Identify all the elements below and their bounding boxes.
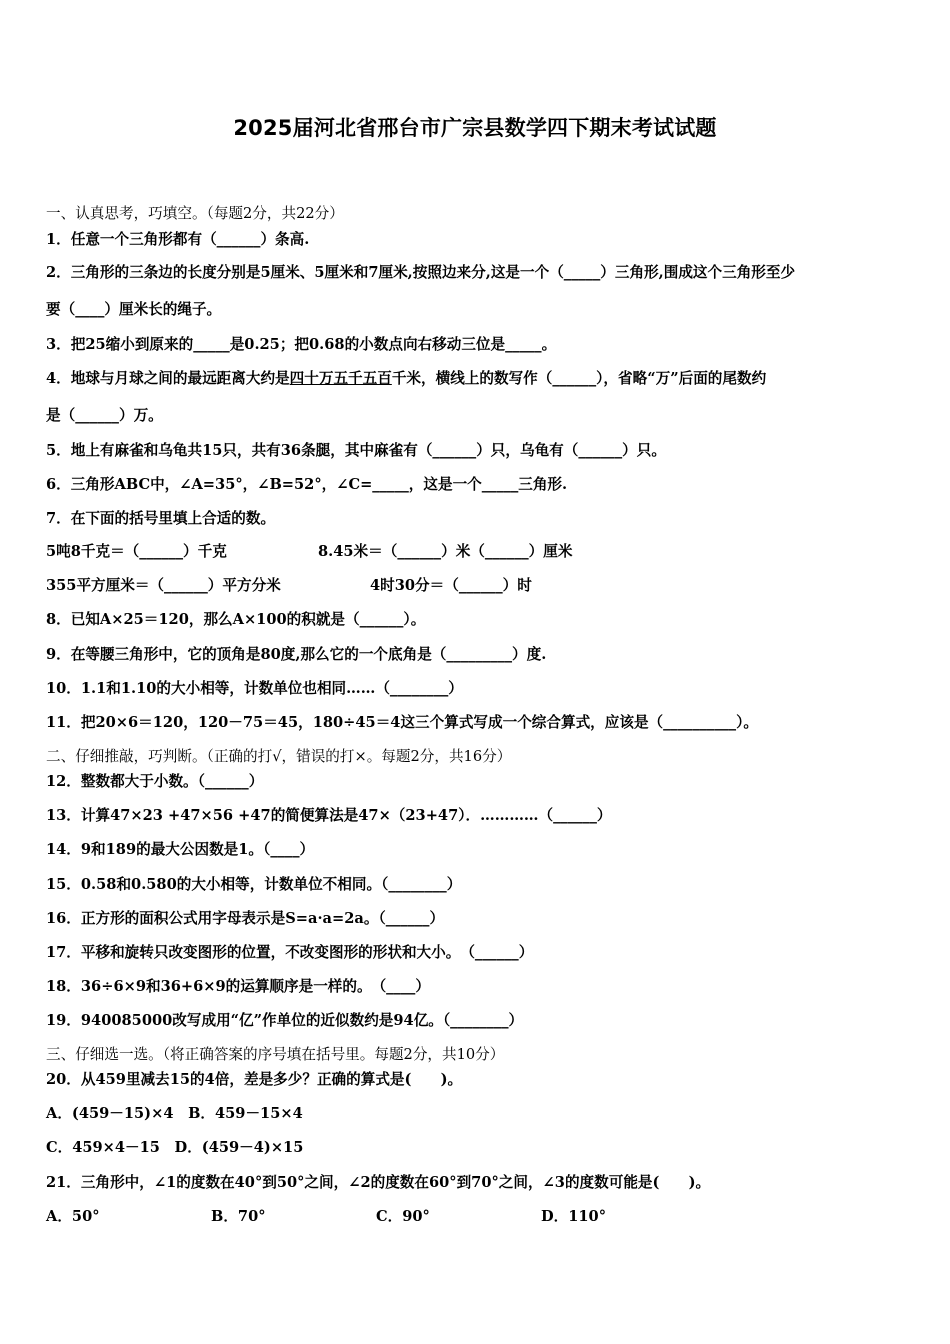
question-7: 7．在下面的括号里填上合适的数。 [46,510,276,527]
question-5: 5．地上有麻雀和乌龟共15只，共有36条腿，其中麻雀有（______）只，乌龟有（______）只。 [46,442,666,459]
question-7-item-2: 8.45米＝（______）米（______）厘米 [318,543,573,560]
question-20-options-cd: C．459×4－15 D．(459－4)×15 [46,1139,304,1156]
question-4-line-2: 是（______）万。 [46,407,163,424]
section-1-heading: 一、认真思考，巧填空。（每题2分，共22分） [46,205,344,222]
question-21-option-d: D．110° [541,1208,607,1225]
question-8: 8．已知A×25＝120，那么A×100的积就是（______）。 [46,611,426,628]
section-2-heading: 二、仔细推敲，巧判断。（正确的打√，错误的打×。每题2分，共16分） [46,748,512,765]
question-11: 11．把20×6＝120，120－75＝45，180÷45＝4这三个算式写成一个综合算式，应该是（__________）。 [46,714,758,731]
question-13: 13．计算47×23 +47×56 +47的简便算法是47×（23+47）．…………（______） [46,807,612,824]
question-17: 17．平移和旋转只改变图形的位置，不改变图形的形状和大小。 （______） [46,944,534,961]
question-4-text-post: 千米，横线上的数写作（______），省略“万”后面的尾数约 [391,370,767,387]
question-2-line-1: 2．三角形的三条边的长度分别是5厘米、5厘米和7厘米,按照边来分,这是一个（_____）三角形,围成这个三角形至少 [46,264,796,281]
question-18: 18．36÷6×9和36+6×9的运算顺序是一样的。 （____） [46,978,430,995]
question-14: 14．9和189的最大公因数是1。（____） [46,841,315,858]
question-20-options-ab: A．(459－15)×4 B．459－15×4 [46,1105,303,1122]
question-21-option-c: C．90° [376,1208,430,1225]
section-3-heading: 三、仔细选一选。（将正确答案的序号填在括号里。每题2分，共10分） [46,1046,505,1063]
question-15: 15．0.58和0.580的大小相等，计数单位不相同。（________） [46,876,462,893]
question-4-text: 4．地球与月球之间的最远距离大约是 [46,370,290,387]
question-20: 20．从459里减去15的4倍，差是多少？正确的算式是( )。 [46,1071,463,1088]
question-3: 3．把25缩小到原来的_____是0.25；把0.68的小数点向右移动三位是_____。 [46,336,557,353]
question-4-underlined: 四十万五千五百 [289,370,392,387]
question-2-line-2: 要（____）厘米长的绳子。 [46,301,222,318]
question-21-option-a: A．50° [46,1208,100,1225]
question-6: 6．三角形ABC中，∠A=35°，∠B=52°，∠C=_____，这是一个_____三角形. [46,476,568,493]
question-19: 19．940085000改写成用“亿”作单位的近似数约是94亿。（________） [46,1012,524,1029]
question-7-item-3: 355平方厘米＝（______）平方分米 [46,577,281,594]
question-12: 12．整数都大于小数。（______） [46,773,264,790]
question-1: 1．任意一个三角形都有（______）条高. [46,231,310,248]
question-10: 10．1.1和1.10的大小相等，计数单位也相同……（________） [46,680,463,697]
question-7-item-4: 4时30分＝（______）时 [370,577,532,594]
question-4-line-1 [46,367,766,388]
question-21-option-b: B．70° [211,1208,266,1225]
question-9: 9．在等腰三角形中，它的顶角是80度,那么它的一个底角是（_________）度. [46,646,547,663]
question-16: 16．正方形的面积公式用字母表示是S=a·a=2a。（______） [46,910,445,927]
question-7-item-1: 5吨8千克＝（______）千克 [46,543,227,560]
page-title: 2025届河北省邢台市广宗县数学四下期末考试试题 [233,116,717,140]
question-21: 21．三角形中，∠1的度数在40°到50°之间，∠2的度数在60°到70°之间，∠3的度数可能是( )。 [46,1174,711,1191]
